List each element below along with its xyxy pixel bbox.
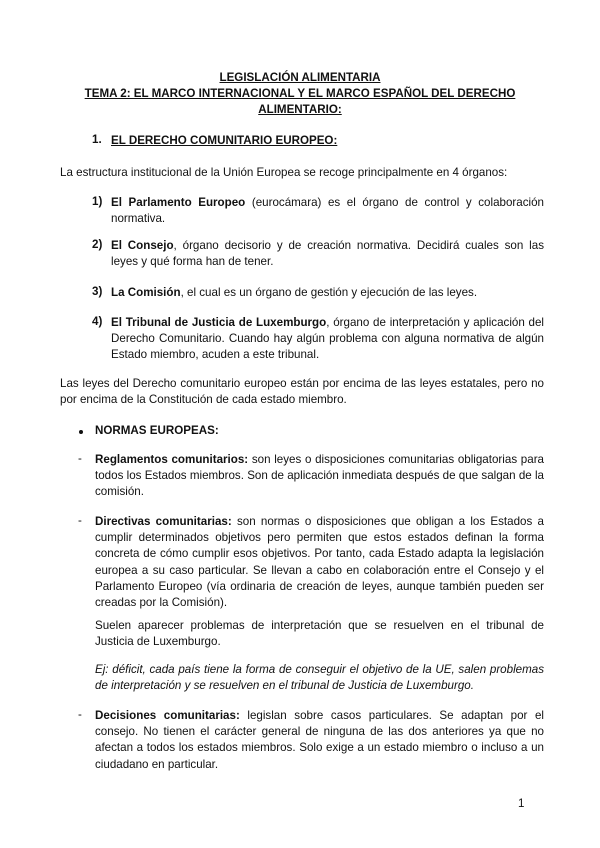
norma-term: Decisiones comunitarias: [95,709,240,722]
dash-marker: - [78,452,82,465]
section-title: EL DERECHO COMUNITARIO EUROPEO: [111,134,338,147]
bullet-icon [79,430,83,434]
organ-text: , órgano decisorio y de creación normativa. Decidirá cuales son las leyes y qué forma han de tener. [111,239,544,269]
organ-item [111,238,544,270]
organ-item [111,315,544,364]
intro-paragraph: La estructura institucional de la Unión Europea se recoge principalmente en 4 órganos: [60,166,508,179]
organ-number: 2) [92,238,103,251]
organ-text: (eurocámara) es el órgano de control y colaboración normativa. [111,196,544,226]
organ-text: , el cual es un órgano de gestión y ejecución de las leyes. [180,286,478,299]
norma-term: Reglamentos comunitarios: [95,453,249,466]
norma-text: son normas o disposiciones que obligan a los Estados a cumplir determinados objetivos pero permiten que estos estados definan la forma concreta de cómo cumplir esos objetivos. Por tanto, cada Estado adapta la legislación europea a su caso particular. Se llevan a cabo en colaboración entre el Consejo y el Parlamento Europeo (vía ordinaria de creación de leyes, aunque también pueden ser creadas por la Comisión). [95,515,544,610]
norma-item [95,514,544,611]
section-number: 1. [92,133,102,146]
document-header [60,70,540,118]
normas-heading: NORMAS EUROPEAS: [95,424,219,437]
organ-name: El Consejo [111,239,174,252]
dash-marker: - [78,514,82,527]
norma-item [95,452,544,501]
organ-item [111,195,544,227]
organ-number: 3) [92,285,103,298]
organ-number: 1) [92,195,103,208]
header-line-1: LEGISLACIÓN ALIMENTARIA [219,71,381,84]
directivas-example: Ej: déficit, cada país tiene la forma de conseguir el objetivo de la UE, salen problemas de interpretación y se resuelven en el tribunal de Justicia de Luxemburgo. [95,663,544,693]
directivas-note: Suelen aparecer problemas de interpretación que se resuelven en el tribunal de Justicia de Luxemburgo. [95,619,544,649]
norma-item [95,708,544,773]
norma-text: son leyes o disposiciones comunitarias obligatorias para todos los Estados miembros. Son de aplicación inmediata después de que salgan de la comisión. [95,453,545,499]
organ-text: , órgano de interpretación y aplicación del Derecho Comunitario. Cuando hay algún problema con alguna normativa de algún Estado miembro, acuden a este tribunal. [111,316,545,362]
laws-paragraph: Las leyes del Derecho comunitario europeo están por encima de las leyes estatales, pero no por encima de la Constitución de cada estado miembro. [60,377,544,407]
organ-name: El Tribunal de Justicia de Luxemburgo [111,316,327,329]
page-number: 1 [518,797,525,810]
header-line-2: TEMA 2: EL MARCO INTERNACIONAL Y EL MARCO ESPAÑOL DEL DERECHO [84,87,516,100]
dash-marker: - [78,708,82,721]
norma-text: legislan sobre casos particulares. Se adaptan por el consejo. No tienen el carácter general de ninguna de las dos anteriores ya que no afectan a todos los estados miembros. Solo exige a un estado miembro o incluso a un ciudadano en particular. [95,709,544,771]
organ-item [111,285,544,301]
organ-name: La Comisión [111,286,181,299]
norma-term: Directivas comunitarias: [95,515,232,528]
header-line-3: ALIMENTARIO: [258,103,342,116]
organ-name: El Parlamento Europeo [111,196,246,209]
organ-number: 4) [92,315,103,328]
